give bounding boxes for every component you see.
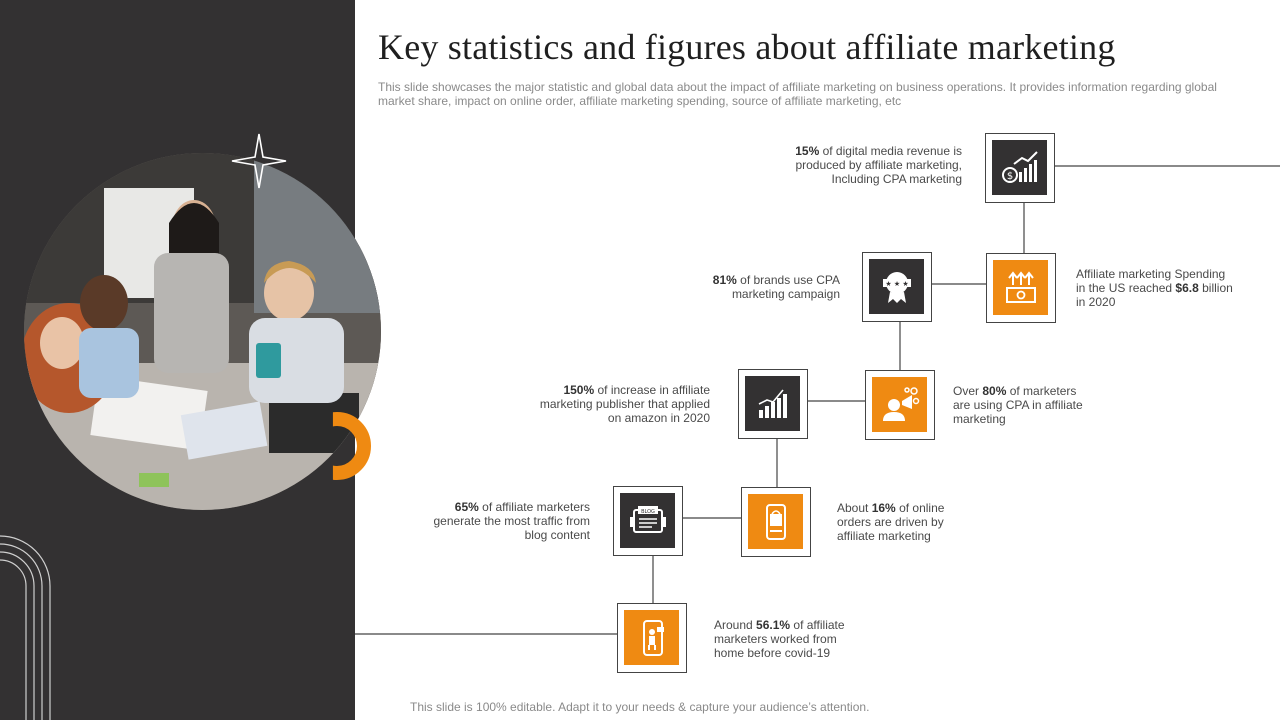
page-subtitle: This slide showcases the major statistic and global data about the impact of affiliate marketing on business operations. It provides information regarding global market share, impact on online order, affiliate marketing spending, source of affiliate marketing, etc	[378, 80, 1217, 108]
team-meeting-image	[24, 153, 381, 510]
sparkle-icon	[230, 132, 288, 190]
stat-node-blog	[613, 486, 683, 556]
footer-note: This slide is 100% editable. Adapt it to your needs & capture your audience’s attention.	[410, 700, 870, 714]
blog-icon	[628, 501, 668, 541]
stat-node-spending	[986, 253, 1056, 323]
award-badge-icon	[877, 267, 917, 307]
stat-node-remote	[617, 603, 687, 673]
stat-text-orders: About 16% of online orders are driven by affiliate marketing	[837, 501, 945, 543]
stat-text-spending: Affiliate marketing Spending in the US reached $6.8 billion in 2020	[1076, 267, 1233, 309]
svg-text:★ ★ ★: ★ ★ ★	[884, 279, 909, 288]
stat-text-marketers: Over 80% of marketers are using CPA in affiliate marketing	[953, 384, 1083, 426]
stat-text-revenue: 15% of digital media revenue is produced by affiliate marketing, Including CPA marketing	[795, 144, 962, 186]
mobile-order-icon	[756, 502, 796, 542]
stat-node-increase	[738, 369, 808, 439]
page-title: Key statistics and figures about affiliate marketing	[378, 27, 1116, 67]
revenue-growth-icon	[1000, 148, 1040, 188]
marketer-megaphone-icon	[880, 385, 920, 425]
arches-decoration	[0, 528, 64, 720]
stat-text-increase: 150% of increase in affiliate marketing publisher that applied on amazon in 2020	[539, 383, 710, 425]
bar-chart-icon	[753, 384, 793, 424]
stat-node-marketers	[865, 370, 935, 440]
stat-node-orders	[741, 487, 811, 557]
stat-node-brands	[862, 252, 932, 322]
team-photo	[24, 153, 381, 510]
svg-text:BLOG: BLOG	[640, 508, 655, 515]
money-spending-icon	[1001, 268, 1041, 308]
stat-text-brands: 81% of brands use CPA marketing campaign	[712, 273, 840, 301]
stat-node-revenue	[985, 133, 1055, 203]
stat-text-blog: 65% of affiliate marketers generate the most traffic from blog content	[433, 500, 590, 542]
stat-text-remote: Around 56.1% of affiliate marketers worked from home before covid-19	[714, 618, 845, 660]
svg-text:$: $	[1006, 170, 1013, 182]
remote-work-icon	[632, 618, 672, 658]
